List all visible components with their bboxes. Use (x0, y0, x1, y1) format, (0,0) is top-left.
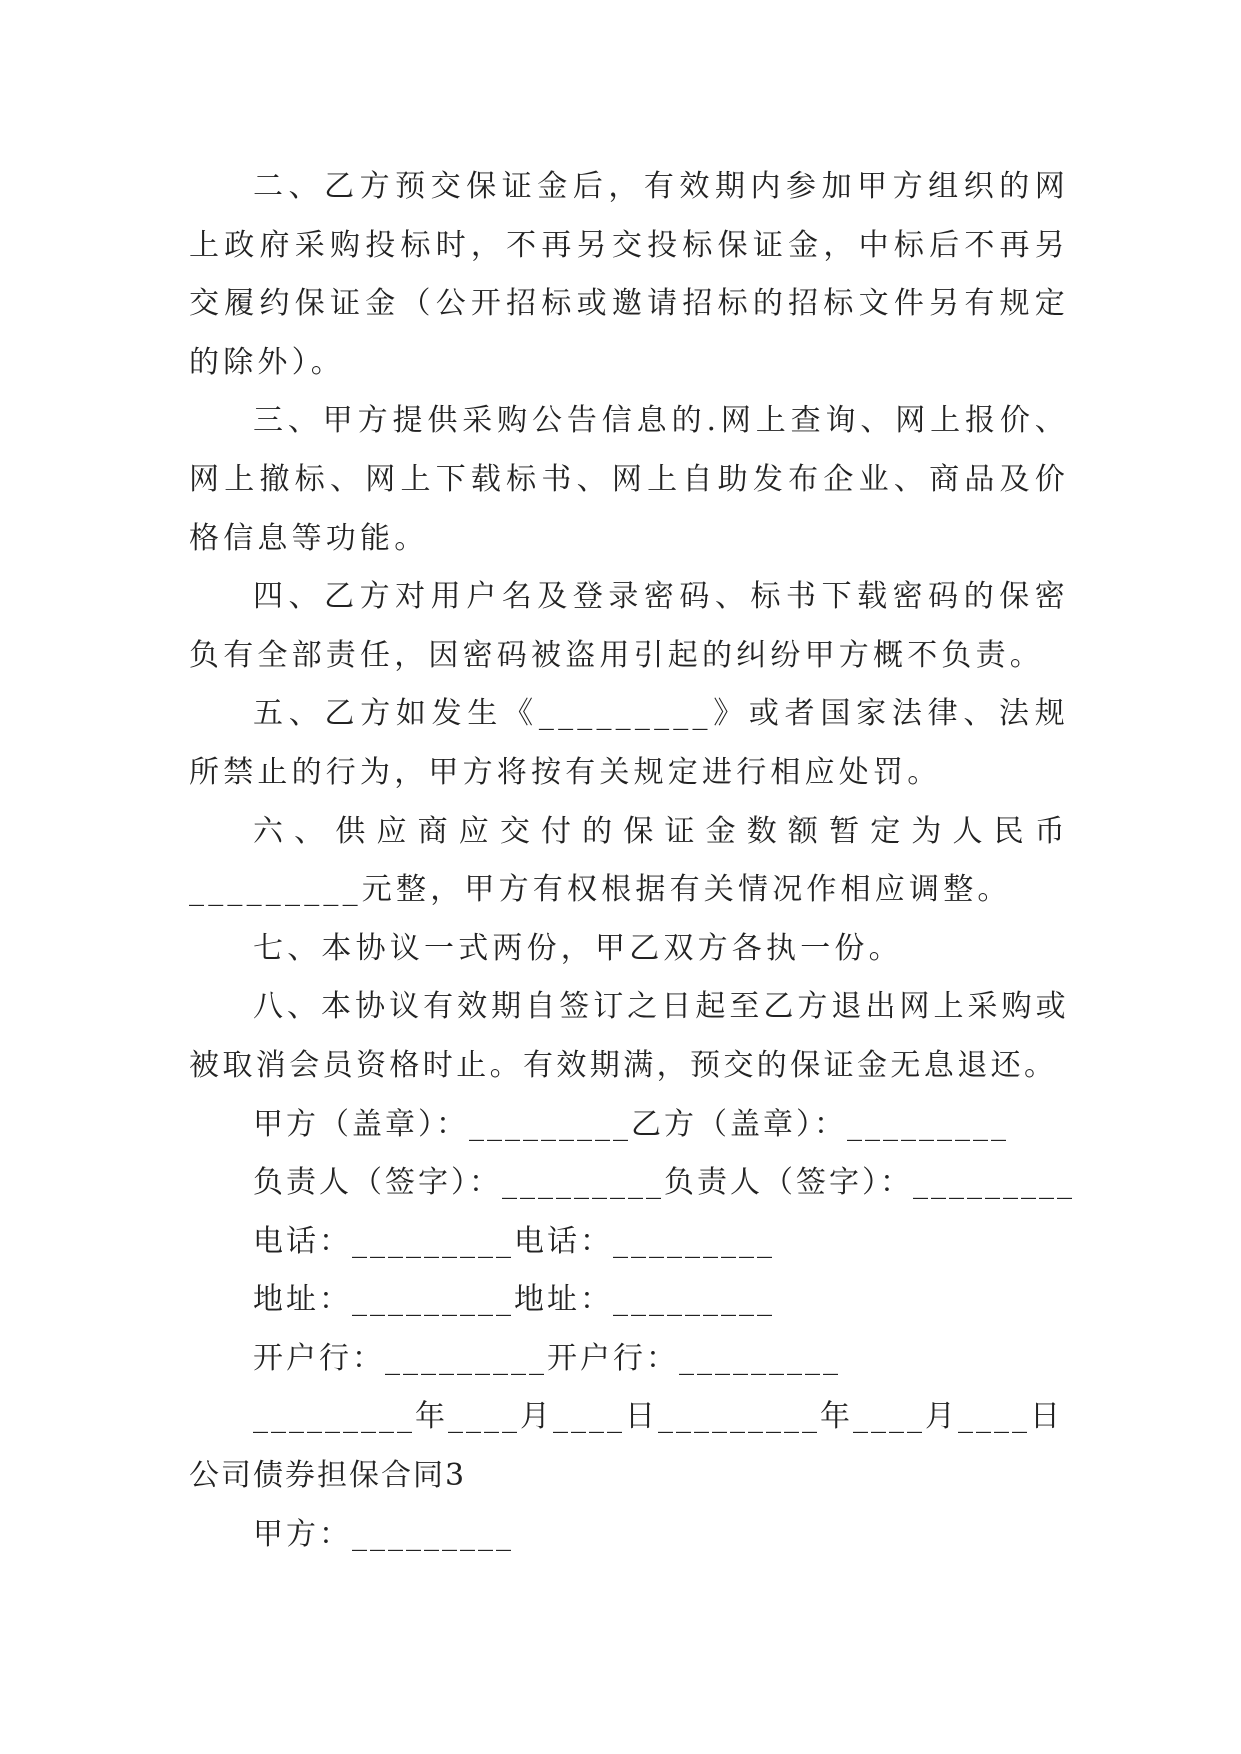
next-document-party-a: 甲方：_________ (253, 1516, 514, 1552)
document-page (189, 158, 1075, 1564)
clause-6: 六、供应商应交付的保证金数额暂定为人民币_________元整，甲方有权根据有关情况作相应调整。 (189, 813, 1069, 908)
clause-3: 三、甲方提供采购公告信息的.网上查询、网上报价、网上撤标、网上下载标书、网上自助发布企业、商品及价格信息等功能。 (189, 403, 1069, 556)
signature-bank-line: 开户行：_________开户行：_________ (253, 1340, 841, 1376)
signature-date-line: _________年____月____日_________年____月____日 (253, 1399, 1063, 1435)
signature-phone-line: 电话：_________电话：_________ (253, 1223, 775, 1259)
signature-person-line: 负责人（签字）：_________负责人（签字）：_________ (253, 1165, 1075, 1201)
signature-address-line: 地址：_________地址：_________ (253, 1282, 775, 1318)
next-document-title: 公司债券担保合同3 (189, 1458, 467, 1494)
signature-seal-line: 甲方（盖章）：_________乙方（盖章）：_________ (253, 1106, 1009, 1142)
clause-4: 四、乙方对用户名及登录密码、标书下载密码的保密负有全部责任，因密码被盗用引起的纠纷甲方概不负责。 (189, 579, 1069, 673)
clause-5: 五、乙方如发生《_________》或者国家法律、法规所禁止的行为，甲方将按有关规定进行相应处罚。 (189, 696, 1069, 790)
clause-2: 二、乙方预交保证金后，有效期内参加甲方组织的网上政府采购投标时，不再另交投标保证金，中标后不再另交履约保证金（公开招标或邀请招标的招标文件另有规定的除外）。 (189, 169, 1069, 380)
clause-8: 八、本协议有效期自签订之日起至乙方退出网上采购或被取消会员资格时止。有效期满，预交的保证金无息退还。 (189, 989, 1069, 1083)
clause-7: 七、本协议一式两份，甲乙双方各执一份。 (253, 930, 903, 966)
